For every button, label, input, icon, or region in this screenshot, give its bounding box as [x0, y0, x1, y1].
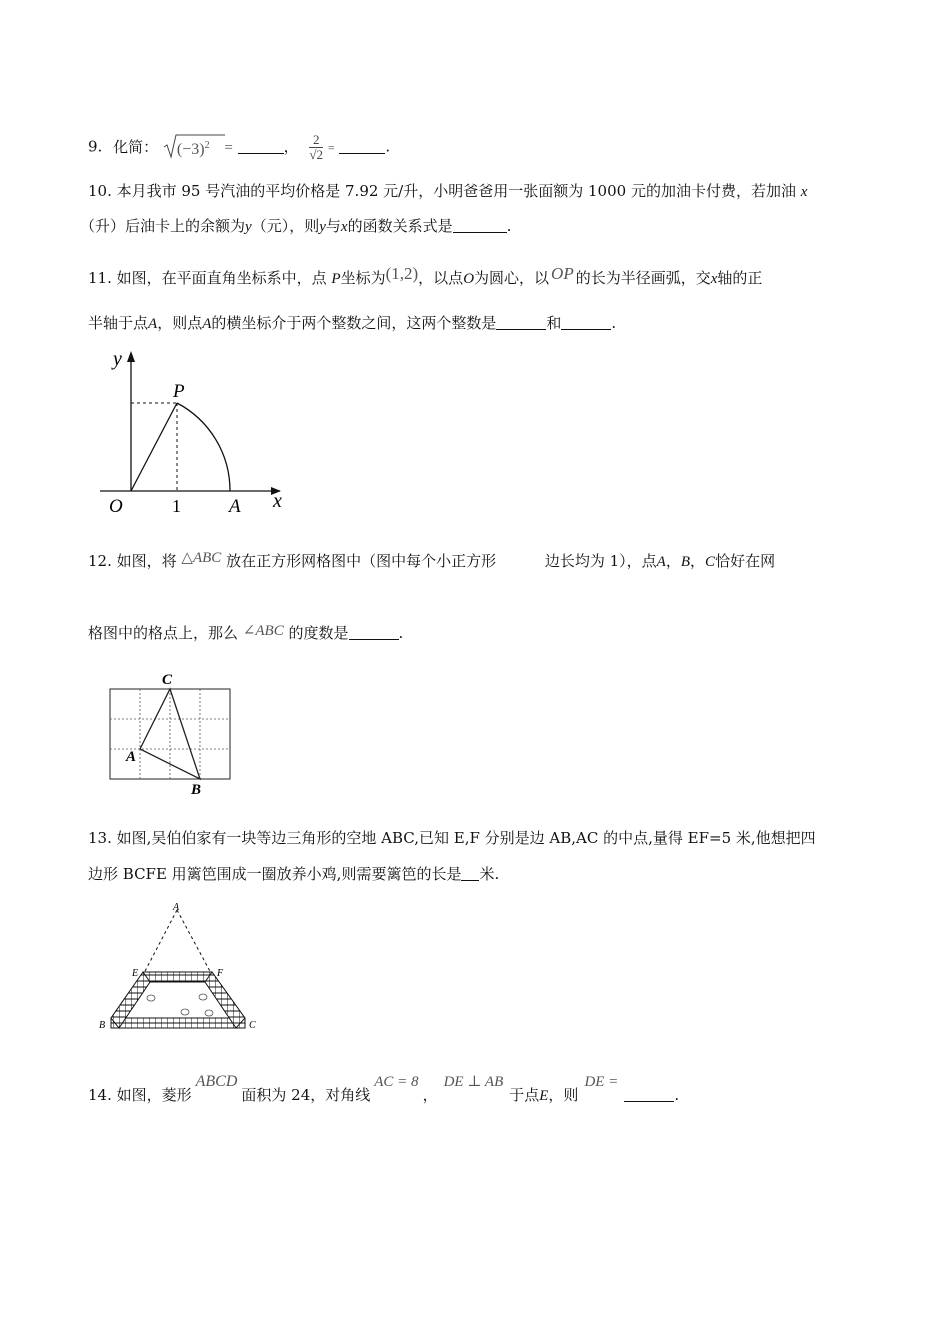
question-10-line-2	[80, 216, 511, 237]
q9-answer-blank-1[interactable]	[238, 139, 284, 154]
q13-line2-a: 边形 BCFE 用篱笆围成一圈放养小鸡,则需要篱笆的长是	[88, 865, 462, 883]
q9-prefix: 化简：	[113, 137, 159, 156]
label-C: C	[162, 672, 173, 688]
q11-var-A2: A	[202, 316, 212, 332]
q11-line1-f: 轴的正	[717, 269, 763, 287]
chicken-icon	[147, 994, 213, 1016]
dashed-side-AF	[177, 910, 212, 975]
q11-answer-blank-1[interactable]	[496, 315, 546, 330]
q12-line2-a: 格图中的格点上，那么	[88, 624, 239, 642]
q11-var-O: O	[463, 271, 475, 287]
q13-line2-b: 米.	[479, 865, 500, 883]
q12-end: .	[398, 624, 404, 642]
q9-sqrt-inner: (−3)	[176, 140, 205, 158]
question-11-line-1	[88, 264, 762, 289]
q11-seg-OP: OP	[551, 264, 574, 283]
question-10-line-1	[88, 181, 807, 202]
q10-line2-c: 与	[325, 217, 341, 235]
q10-line2-a: （升）后油卡上的余额为	[80, 217, 246, 235]
q14-answer-blank[interactable]	[624, 1087, 674, 1102]
question-14	[88, 1072, 679, 1106]
q9-fraction	[309, 133, 323, 162]
q13-answer-blank[interactable]	[461, 866, 479, 881]
grid-lines	[110, 689, 230, 779]
q12-grid-figure	[100, 668, 240, 798]
question-9	[88, 133, 390, 162]
q11-line2-b: ，则点	[157, 314, 203, 332]
q14-end: .	[674, 1086, 680, 1104]
q9-exponent: 2	[204, 139, 210, 151]
label-x: x	[273, 490, 282, 512]
q12-var-A: A	[656, 554, 666, 570]
q11-end: .	[611, 314, 617, 332]
q11-line2-c: 的横坐标介于两个整数之间，这两个整数是	[211, 314, 497, 332]
segment-OP	[131, 403, 177, 491]
q12-sep1: ，	[665, 552, 681, 570]
q9-frac-den: √2	[309, 147, 324, 162]
q12-answer-blank[interactable]	[349, 625, 399, 640]
q12-var-B: B	[680, 554, 691, 570]
q9-answer-blank-2[interactable]	[339, 139, 385, 154]
label-O: O	[109, 496, 123, 517]
label-B: B	[99, 1020, 106, 1031]
label-y: y	[113, 348, 122, 370]
fence-top	[143, 972, 212, 982]
q14-rhombus: ABCD	[195, 1073, 238, 1090]
label-A: A	[229, 496, 241, 517]
q11-var-A: A	[148, 316, 158, 332]
question-13-line-2	[88, 864, 499, 884]
label-P: P	[173, 381, 185, 402]
question-12-line-2	[88, 621, 403, 643]
q11-line2-d: 和	[546, 314, 562, 332]
q9-frac-num: 2	[309, 133, 323, 148]
q11-line1-d: 为圆心，以	[474, 269, 550, 287]
q10-line2-b: （元），则	[251, 217, 320, 235]
label-C: C	[249, 1020, 256, 1031]
q10-line1-text: 10. 本月我市 95 号汽油的平均价格是 7.92 元/升，小明爸爸用一张面额为 1000 元的加油卡付费，若加油	[88, 182, 796, 200]
q11-line1-b: 坐标为	[340, 269, 386, 287]
q14-perp: DE ⊥ AB	[443, 1074, 504, 1090]
q14-e: ，则	[548, 1086, 579, 1104]
fence-bottom	[111, 1018, 245, 1028]
q10-answer-blank[interactable]	[453, 218, 507, 233]
q9-sqrt-expression	[163, 136, 210, 160]
q14-d: 于点	[509, 1086, 540, 1104]
q9-comma: ，	[283, 137, 299, 156]
q13-line1-text: 13. 如图,吴伯伯家有一块等边三角形的空地 ABC,已知 E,F 分别是边 AB,AC 的中点,量得 EF=5 米,他想把四	[88, 829, 816, 847]
q11-answer-blank-2[interactable]	[561, 315, 611, 330]
q11-var-x: x	[710, 271, 718, 287]
q14-b: 面积为 24，对角线	[241, 1086, 371, 1104]
q11-var-P: P	[331, 271, 341, 287]
y-axis-arrow-icon	[127, 351, 135, 362]
label-F: F	[217, 968, 224, 979]
q9-equals-2: =	[327, 140, 335, 155]
q14-c: ，	[422, 1086, 438, 1104]
q10-var-x2: x	[340, 219, 348, 235]
q10-var-y: y	[245, 219, 252, 235]
q14-a: 14. 如图，菱形	[88, 1086, 192, 1104]
q10-line2-d: 的函数关系式是	[347, 217, 453, 235]
q14-var-E: E	[539, 1088, 549, 1104]
q11-coordinate-figure	[95, 345, 295, 520]
q12-line1-d: 恰好在网	[715, 552, 776, 570]
q12-var-C: C	[705, 554, 716, 570]
label-B: B	[191, 782, 202, 798]
sqrt-sign-icon	[163, 133, 227, 159]
label-A: A	[126, 749, 137, 765]
label-A: A	[173, 902, 180, 913]
label-E: E	[132, 968, 139, 979]
question-13-line-1	[88, 828, 816, 848]
q12-sep2: ，	[690, 552, 706, 570]
q11-line1-e: 的长为半径画弧，交	[575, 269, 711, 287]
q9-number: 9.	[88, 137, 103, 156]
q11-line2-a: 半轴于点	[88, 314, 149, 332]
q11-coord: (1,2)	[385, 264, 419, 283]
q13-fence-figure	[95, 900, 270, 1040]
q14-ac: AC = 8	[374, 1074, 419, 1090]
q12-line1-a: 12. 如图，将	[88, 552, 177, 570]
q11-line1-c: ，以点	[418, 269, 464, 287]
arc-PA	[177, 403, 230, 491]
q12-line1-b: 放在正方形网格图中（图中每个小正方形	[226, 552, 497, 570]
label-1: 1	[172, 496, 181, 516]
q11-line1-a: 11. 如图，在平面直角坐标系中，点	[88, 269, 327, 287]
q10-var-x: x	[800, 184, 808, 200]
question-11-line-2	[88, 313, 616, 334]
q12-angle: ∠ABC	[242, 623, 284, 639]
q10-var-y2: y	[319, 219, 326, 235]
dashed-side-AE	[143, 910, 177, 975]
q12-triangle: △ABC	[181, 550, 222, 566]
q9-end: .	[385, 137, 391, 156]
question-12-line-1	[88, 548, 775, 572]
q12-line2-b: 的度数是	[288, 624, 349, 642]
q9-equals-1: =	[224, 139, 233, 156]
q14-de: DE =	[584, 1074, 619, 1090]
q12-line1-c: 边长均为 1），点	[544, 552, 657, 570]
q10-end: .	[506, 217, 512, 235]
